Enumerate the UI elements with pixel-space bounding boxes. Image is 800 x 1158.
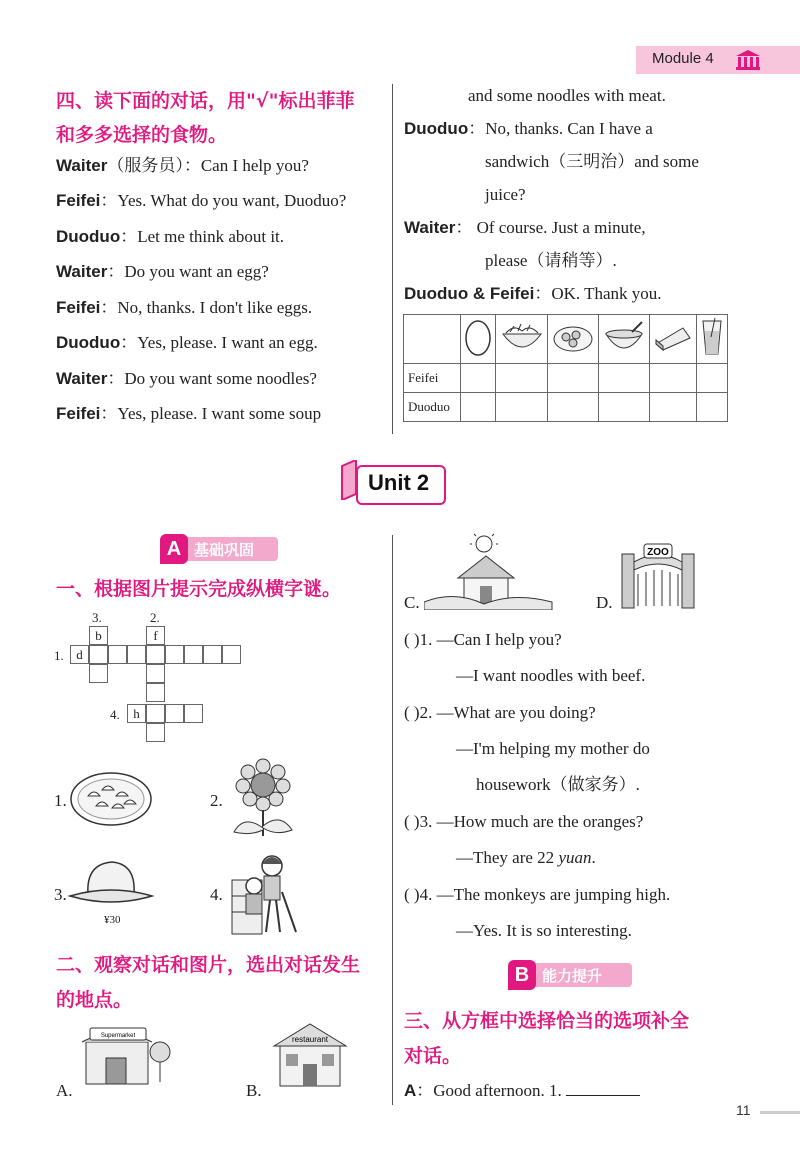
dialogue-line: Waiter：Do you want an egg? — [56, 262, 269, 281]
juice-icon — [697, 315, 728, 364]
option-label: D. — [596, 593, 613, 612]
children-icon — [230, 852, 300, 936]
crossword-cell[interactable] — [222, 645, 241, 664]
soup-icon — [599, 315, 650, 364]
dialogue-line: Feifei：Yes, please. I want some soup — [56, 404, 322, 423]
crossword-cell[interactable] — [146, 664, 165, 683]
supermarket-sign: Supermarket — [100, 1033, 136, 1039]
option-label: C. — [404, 593, 420, 612]
check-cell[interactable] — [461, 364, 496, 393]
check-cell[interactable] — [650, 393, 697, 422]
crossword-cell[interactable] — [165, 704, 184, 723]
dialogue-line: Duoduo & Feifei：OK. Thank you. — [404, 284, 662, 303]
tag-basic — [160, 537, 278, 561]
meat-dish-icon — [547, 315, 598, 364]
column-divider — [392, 84, 393, 434]
crossword-cell[interactable] — [108, 645, 127, 664]
option-label: B. — [246, 1081, 262, 1100]
egg-icon — [461, 315, 496, 364]
pic-label: 3. — [54, 885, 67, 904]
noodles-icon — [496, 315, 547, 364]
dialogue-line: Waiter： Of course. Just a minute, — [404, 218, 646, 237]
pic-label: 4. — [210, 885, 223, 904]
clue-number: 2. — [150, 610, 160, 625]
dialogue-line: please（请稍等）. — [485, 251, 617, 270]
tag-letter: A — [160, 534, 188, 564]
building-icon — [734, 49, 762, 71]
answer-line: —I want noodles with beef. — [456, 666, 646, 685]
section3-title-2: 对话。 — [404, 1045, 462, 1067]
crossword-cell[interactable] — [146, 723, 165, 742]
column-divider — [392, 535, 393, 1105]
table-row-label: Feifei — [404, 364, 461, 393]
answer-line: —They are 22 yuan. — [456, 848, 596, 867]
crossword-cell[interactable]: d — [70, 645, 89, 664]
dialogue-line: Duoduo：Let me think about it. — [56, 227, 285, 246]
restaurant-sign: restaurant — [291, 1035, 329, 1044]
page-number: 11 — [736, 1102, 751, 1118]
question-4: ( )4. —The monkeys are jumping high. — [404, 885, 671, 904]
clue-number: 4. — [110, 707, 120, 722]
dialogue-line: Duoduo：Yes, please. I want an egg. — [56, 333, 318, 352]
crossword-cell[interactable] — [146, 704, 165, 723]
table-row-label: Duoduo — [404, 393, 461, 422]
tag-advanced — [508, 963, 632, 987]
check-cell[interactable] — [697, 364, 728, 393]
check-cell[interactable] — [650, 364, 697, 393]
answer-blank[interactable] — [566, 1079, 640, 1096]
dialogue-line: Waiter（服务员）：Can I help you? — [56, 156, 309, 175]
pic-label: 1. — [54, 791, 67, 810]
check-cell[interactable] — [547, 393, 598, 422]
tag-name: 能力提升 — [542, 967, 603, 985]
crossword-cell[interactable] — [89, 645, 108, 664]
dialogue-line: Feifei：No, thanks. I don't like eggs. — [56, 298, 313, 317]
hat-icon — [66, 858, 156, 910]
check-cell[interactable] — [461, 393, 496, 422]
section1-title: 一、根据图片提示完成纵横字谜。 — [56, 578, 342, 600]
house-icon — [424, 532, 554, 610]
crossword-cell[interactable] — [203, 645, 222, 664]
question-1: ( )1. —Can I help you? — [404, 630, 562, 649]
section4-title-2: 和多多选择的食物。 — [56, 124, 228, 146]
module-tab — [636, 46, 800, 74]
sandwich-icon — [650, 315, 697, 364]
dialogue-line: Waiter：Do you want some noodles? — [56, 369, 317, 388]
check-cell[interactable] — [547, 364, 598, 393]
dialogue-line: Duoduo：No, thanks. Can I have a — [404, 119, 653, 138]
answer-line: housework（做家务）. — [476, 775, 640, 794]
crossword-cell[interactable] — [127, 645, 146, 664]
dialogue-line: A：Good afternoon. 1. — [404, 1079, 640, 1102]
crossword-cell[interactable] — [165, 645, 184, 664]
dialogue-line: and some noodles with meat. — [468, 86, 666, 105]
check-cell[interactable] — [496, 393, 547, 422]
dialogue-line: sandwich（三明治）and some — [485, 152, 699, 171]
check-cell[interactable] — [599, 393, 650, 422]
check-cell[interactable] — [496, 364, 547, 393]
unit-banner — [356, 465, 446, 505]
section2-title-1: 二、观察对话和图片，选出对话发生 — [56, 954, 361, 976]
supermarket-icon — [76, 1016, 172, 1088]
food-choice-table — [403, 314, 728, 422]
crossword-cell[interactable]: b — [89, 626, 108, 645]
answer-line: —I'm helping my mother do — [456, 739, 650, 758]
footer-bar — [760, 1111, 800, 1114]
crossword-cell[interactable] — [89, 664, 108, 683]
module-label: Module 4 — [652, 50, 714, 67]
zoo-sign: ZOO — [647, 547, 669, 558]
unit-title: Unit 2 — [368, 470, 430, 495]
price-label: ¥30 — [104, 914, 121, 926]
clue-number: 3. — [92, 610, 102, 625]
question-2: ( )2. —What are you doing? — [404, 703, 596, 722]
answer-line: —Yes. It is so interesting. — [456, 921, 632, 940]
zoo-gate-icon — [620, 540, 696, 610]
dumplings-icon — [68, 766, 154, 828]
tag-name: 基础巩固 — [194, 541, 255, 559]
flower-icon — [230, 758, 296, 838]
question-3: ( )3. —How much are the oranges? — [404, 812, 644, 831]
clue-number: 1. — [54, 648, 64, 663]
crossword-cell[interactable] — [146, 645, 165, 664]
restaurant-icon — [270, 1022, 350, 1088]
crossword-cell[interactable] — [146, 683, 165, 702]
crossword-cell[interactable] — [184, 704, 203, 723]
dialogue-line: juice? — [485, 185, 526, 204]
section3-title-1: 三、从方框中选择恰当的选项补全 — [404, 1010, 690, 1032]
crossword-cell[interactable]: h — [127, 704, 146, 723]
tag-letter: B — [508, 960, 536, 990]
dialogue-line: Feifei：Yes. What do you want, Duoduo? — [56, 191, 347, 210]
crossword-cell[interactable]: f — [146, 626, 165, 645]
option-label: A. — [56, 1081, 73, 1100]
section4-title-1: 四、读下面的对话，用"√"标出菲菲 — [56, 90, 355, 112]
check-cell[interactable] — [599, 364, 650, 393]
crossword-cell[interactable] — [184, 645, 203, 664]
pic-label: 2. — [210, 791, 223, 810]
section2-title-2: 的地点。 — [56, 989, 133, 1011]
check-cell[interactable] — [697, 393, 728, 422]
